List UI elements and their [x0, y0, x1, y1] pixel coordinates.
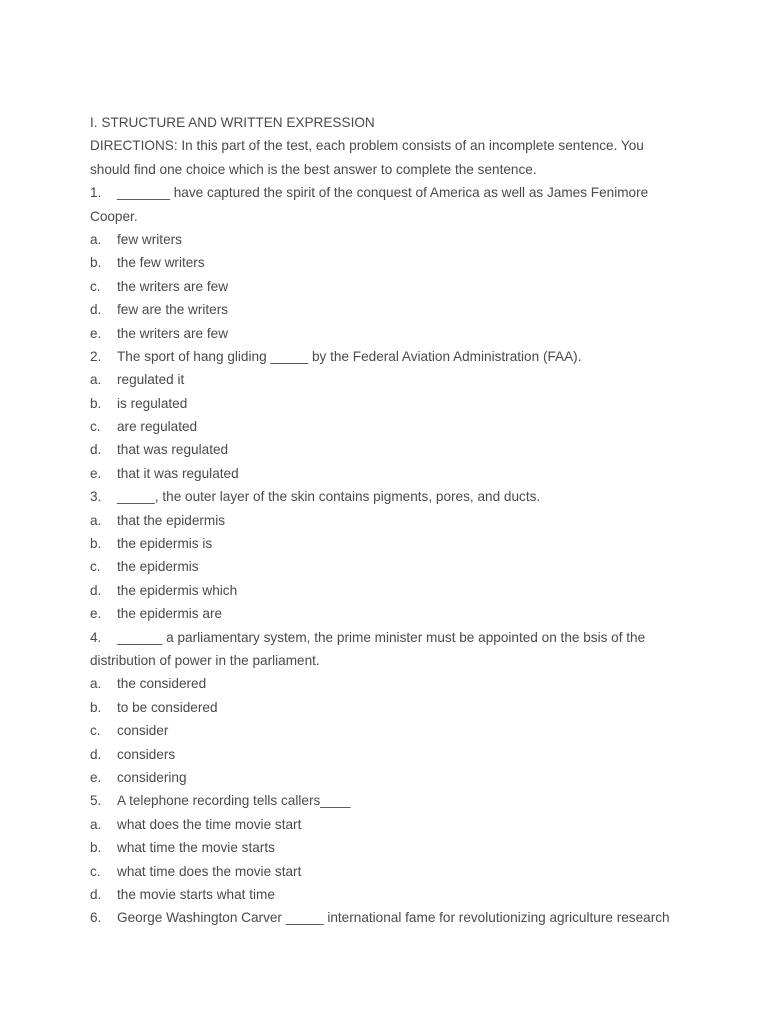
option-letter: a.: [90, 816, 102, 832]
question-text: _____, the outer layer of the skin contains pigments, pores, and ducts.: [117, 489, 541, 505]
option-text: consider: [117, 723, 169, 739]
answer-option: [90, 743, 690, 766]
option-text: considering: [117, 769, 187, 785]
question-text: George Washington Carver _____ international fame for revolutionizing agriculture research: [117, 910, 670, 926]
directions-line-1: DIRECTIONS: In this part of the test, each problem consists of an incomplete sentence. You: [90, 138, 644, 154]
option-text: is regulated: [117, 395, 188, 411]
answer-option: [90, 462, 690, 485]
option-letter: c.: [90, 278, 101, 294]
answer-option: [90, 322, 690, 345]
option-text: to be considered: [117, 699, 218, 715]
option-letter: a.: [90, 231, 102, 247]
section-heading: I. STRUCTURE AND WRITTEN EXPRESSION: [90, 115, 375, 130]
option-letter: a.: [90, 676, 102, 692]
question-text: A telephone recording tells callers____: [117, 793, 351, 809]
option-letter: b.: [90, 395, 102, 411]
option-letter: b.: [90, 536, 102, 552]
option-text: the writers are few: [117, 278, 229, 294]
answer-option: [90, 392, 690, 415]
question-number: 6.: [90, 910, 102, 926]
answer-option: [90, 860, 690, 883]
option-text: that it was regulated: [117, 465, 239, 481]
answer-option: [90, 228, 690, 251]
option-text: regulated it: [117, 372, 185, 388]
option-text: what time does the movie start: [117, 863, 302, 879]
question-text-continued: Cooper.: [90, 208, 138, 224]
option-letter: d.: [90, 886, 102, 902]
answer-option: [90, 298, 690, 321]
answer-option: [90, 532, 690, 555]
option-text: few writers: [117, 231, 182, 247]
question-number: 4.: [90, 629, 102, 645]
question-text: _______ have captured the spirit of the conquest of America as well as James Fenimore: [117, 185, 649, 201]
option-letter: b.: [90, 840, 102, 856]
question-stem: [90, 485, 690, 508]
option-letter: b.: [90, 699, 102, 715]
question-text: ______ a parliamentary system, the prime minister must be appointed on the bsis of the: [117, 629, 646, 645]
answer-option: [90, 672, 690, 695]
option-letter: d.: [90, 302, 102, 318]
question-stem: [90, 789, 690, 812]
answer-option: [90, 719, 690, 742]
answer-option: [90, 766, 690, 789]
question-text: The sport of hang gliding _____ by the Federal Aviation Administration (FAA).: [117, 348, 582, 364]
option-letter: d.: [90, 582, 102, 598]
option-letter: e.: [90, 465, 102, 481]
answer-option: [90, 438, 690, 461]
answer-option: [90, 602, 690, 625]
option-text: that was regulated: [117, 442, 229, 458]
document-body: [90, 111, 690, 930]
option-text: considers: [117, 746, 176, 762]
answer-option: [90, 813, 690, 836]
answer-option: [90, 579, 690, 602]
answer-option: [90, 251, 690, 274]
question-text-continued: distribution of power in the parliament.: [90, 652, 320, 668]
option-text: the epidermis is: [117, 536, 213, 552]
answer-option: [90, 509, 690, 532]
option-letter: c.: [90, 723, 101, 739]
option-letter: c.: [90, 559, 101, 575]
directions-line-2: should find one choice which is the best answer to complete the sentence.: [90, 161, 537, 177]
option-text: the epidermis which: [117, 582, 238, 598]
question-stem: [90, 181, 690, 204]
answer-option: [90, 836, 690, 859]
answer-option: [90, 883, 690, 906]
option-text: what time the movie starts: [117, 840, 275, 856]
option-text: what does the time movie start: [117, 816, 302, 832]
answer-option: [90, 275, 690, 298]
option-letter: a.: [90, 512, 102, 528]
answer-option: [90, 696, 690, 719]
option-text: few are the writers: [117, 302, 229, 318]
option-text: the writers are few: [117, 325, 229, 341]
option-letter: c.: [90, 863, 101, 879]
option-text: the few writers: [117, 255, 205, 271]
question-number: 3.: [90, 489, 102, 505]
option-letter: c.: [90, 419, 101, 435]
option-letter: e.: [90, 325, 102, 341]
option-letter: b.: [90, 255, 102, 271]
answer-option: [90, 555, 690, 578]
option-text: are regulated: [117, 419, 198, 435]
answer-option: [90, 368, 690, 391]
option-letter: d.: [90, 442, 102, 458]
option-text: the epidermis: [117, 559, 199, 575]
question-number: 2.: [90, 348, 102, 364]
option-text: the epidermis are: [117, 606, 223, 622]
option-letter: e.: [90, 769, 102, 785]
option-letter: d.: [90, 746, 102, 762]
option-letter: e.: [90, 606, 102, 622]
option-text: that the epidermis: [117, 512, 226, 528]
question-stem: [90, 626, 690, 649]
option-text: the considered: [117, 676, 207, 692]
question-list: [90, 181, 690, 930]
question-stem: [90, 345, 690, 368]
option-letter: a.: [90, 372, 102, 388]
question-number: 5.: [90, 793, 102, 809]
option-text: the movie starts what time: [117, 886, 275, 902]
question-number: 1.: [90, 185, 102, 201]
answer-option: [90, 415, 690, 438]
question-stem: [90, 906, 690, 929]
